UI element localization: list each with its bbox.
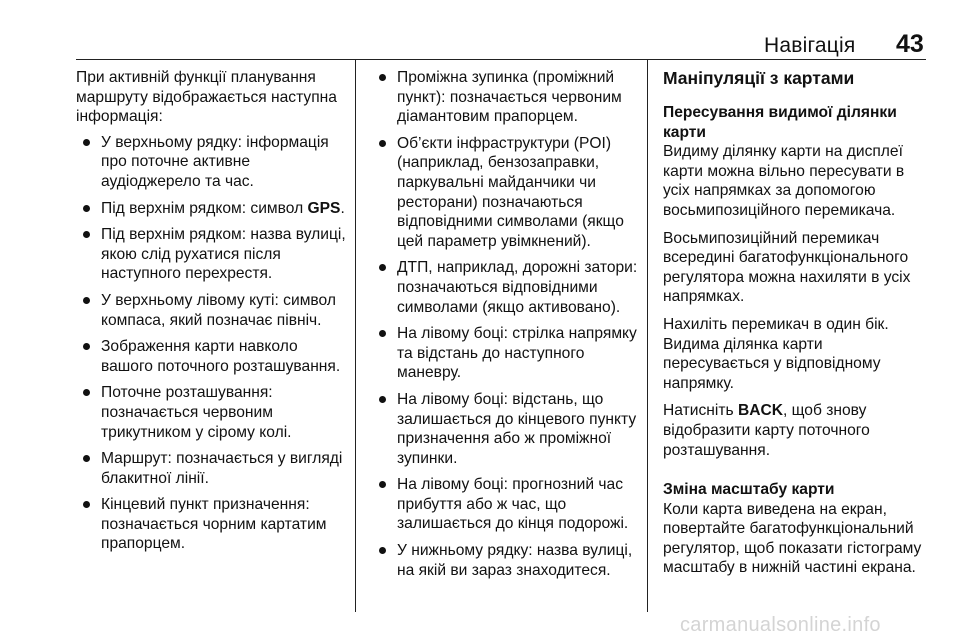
info-list-2 — [372, 68, 640, 580]
bullet-icon — [83, 297, 90, 304]
bullet-icon — [379, 547, 386, 554]
list-item: У верхньому лівому куті: символ компаса, який позначає північ. — [76, 291, 348, 330]
watermark: carmanualsonline.info — [680, 614, 881, 636]
paragraph: Нахиліть перемикач в один бік. Видима ділянка карти пересувається у відповідному напрямку. — [663, 315, 889, 392]
bullet-icon — [83, 501, 90, 508]
bullet-icon — [83, 343, 90, 350]
page-number: 43 — [896, 30, 924, 58]
column-1 — [76, 68, 348, 561]
bullet-icon — [83, 139, 90, 146]
list-item: У верхньому рядку: інформація про поточне активне аудіоджерело та час. — [76, 133, 348, 192]
list-item: Проміжна зупинка (проміжний пункт): позначається червоним діамантовим прапорцем. — [372, 68, 640, 127]
section-title: Маніпуляції з картами — [663, 68, 855, 88]
list-item: Кінцевий пункт призначення: позначається чорним картатим прапорцем. — [76, 495, 348, 554]
list-item: На лівому боці: стрілка напрямку та відстань до наступного маневру. — [372, 324, 640, 383]
paragraph: Восьмипозиційний перемикач всередині багатофункціонального регулятора можна нахиляти в усіх напрямках. — [663, 229, 911, 306]
column-2 — [372, 68, 640, 587]
list-item: Маршрут: позначається у вигляді блакитної лінії. — [76, 449, 348, 488]
bullet-icon — [379, 396, 386, 403]
bullet-icon — [83, 389, 90, 396]
subsection-title-pan: Пересування видимої ділянки карти — [663, 104, 897, 141]
paragraph: Видиму ділянку карти на дисплеї карти можна вільно пересувати в усіх напрямках за допомогою восьмипозиційного перемикача. — [663, 143, 905, 219]
gps-label: GPS — [307, 199, 341, 217]
bullet-icon — [379, 481, 386, 488]
list-item: Під верхнім рядком: символ GPS. — [76, 199, 348, 219]
list-item: На лівому боці: відстань, що залишається до кінцевого пункту призначення або ж проміжної зупинки. — [372, 390, 640, 468]
bullet-icon — [379, 330, 386, 337]
list-item: Об’єкти інфраструктури (POI) (наприклад, бензозаправки, паркувальні майданчики чи ресторани) позначаються відповідними символами (якщо цей параметр увімкнений). — [372, 134, 640, 252]
bullet-icon — [83, 455, 90, 462]
running-header-title: Навігація — [764, 34, 856, 57]
column-3 — [663, 68, 933, 586]
column-divider-1 — [355, 59, 356, 612]
bullet-icon — [83, 205, 90, 212]
bullet-icon — [83, 231, 90, 238]
paragraph: Коли карта виведена на екран, повертайте багатофункціональний регулятор, щоб показати гістограму масштабу в нижній частині екрана. — [663, 500, 922, 577]
bullet-icon — [379, 140, 386, 147]
list-item: У нижньому рядку: назва вулиці, на якій ви зараз знаходитеся. — [372, 541, 640, 580]
list-item: Зображення карти навколо вашого поточного розташування. — [76, 337, 348, 376]
back-key-label: BACK — [737, 402, 783, 420]
list-item: ДТП, наприклад, дорожні затори: позначаються відповідними символами (якщо активовано). — [372, 258, 640, 317]
bullet-icon — [379, 264, 386, 271]
header-rule — [76, 59, 926, 60]
list-item: На лівому боці: прогнозний час прибуття або ж час, що залишається до кінця подорожі. — [372, 475, 640, 534]
intro-paragraph: При активній функції планування маршруту відображається наступна інформація: — [76, 69, 337, 126]
list-item: Під верхнім рядком: назва вулиці, якою слід рухатися після наступного перехрестя. — [76, 225, 348, 284]
paragraph: Натисніть BACK, щоб знову відобразити карту поточного розташування. — [663, 402, 870, 459]
bullet-icon — [379, 74, 386, 81]
list-item: Поточне розташування: позначається червоним трикутником у сірому колі. — [76, 383, 348, 442]
column-divider-2 — [647, 59, 648, 612]
subsection-title-zoom: Зміна масштабу карти — [663, 481, 835, 499]
info-list-1 — [76, 133, 348, 554]
